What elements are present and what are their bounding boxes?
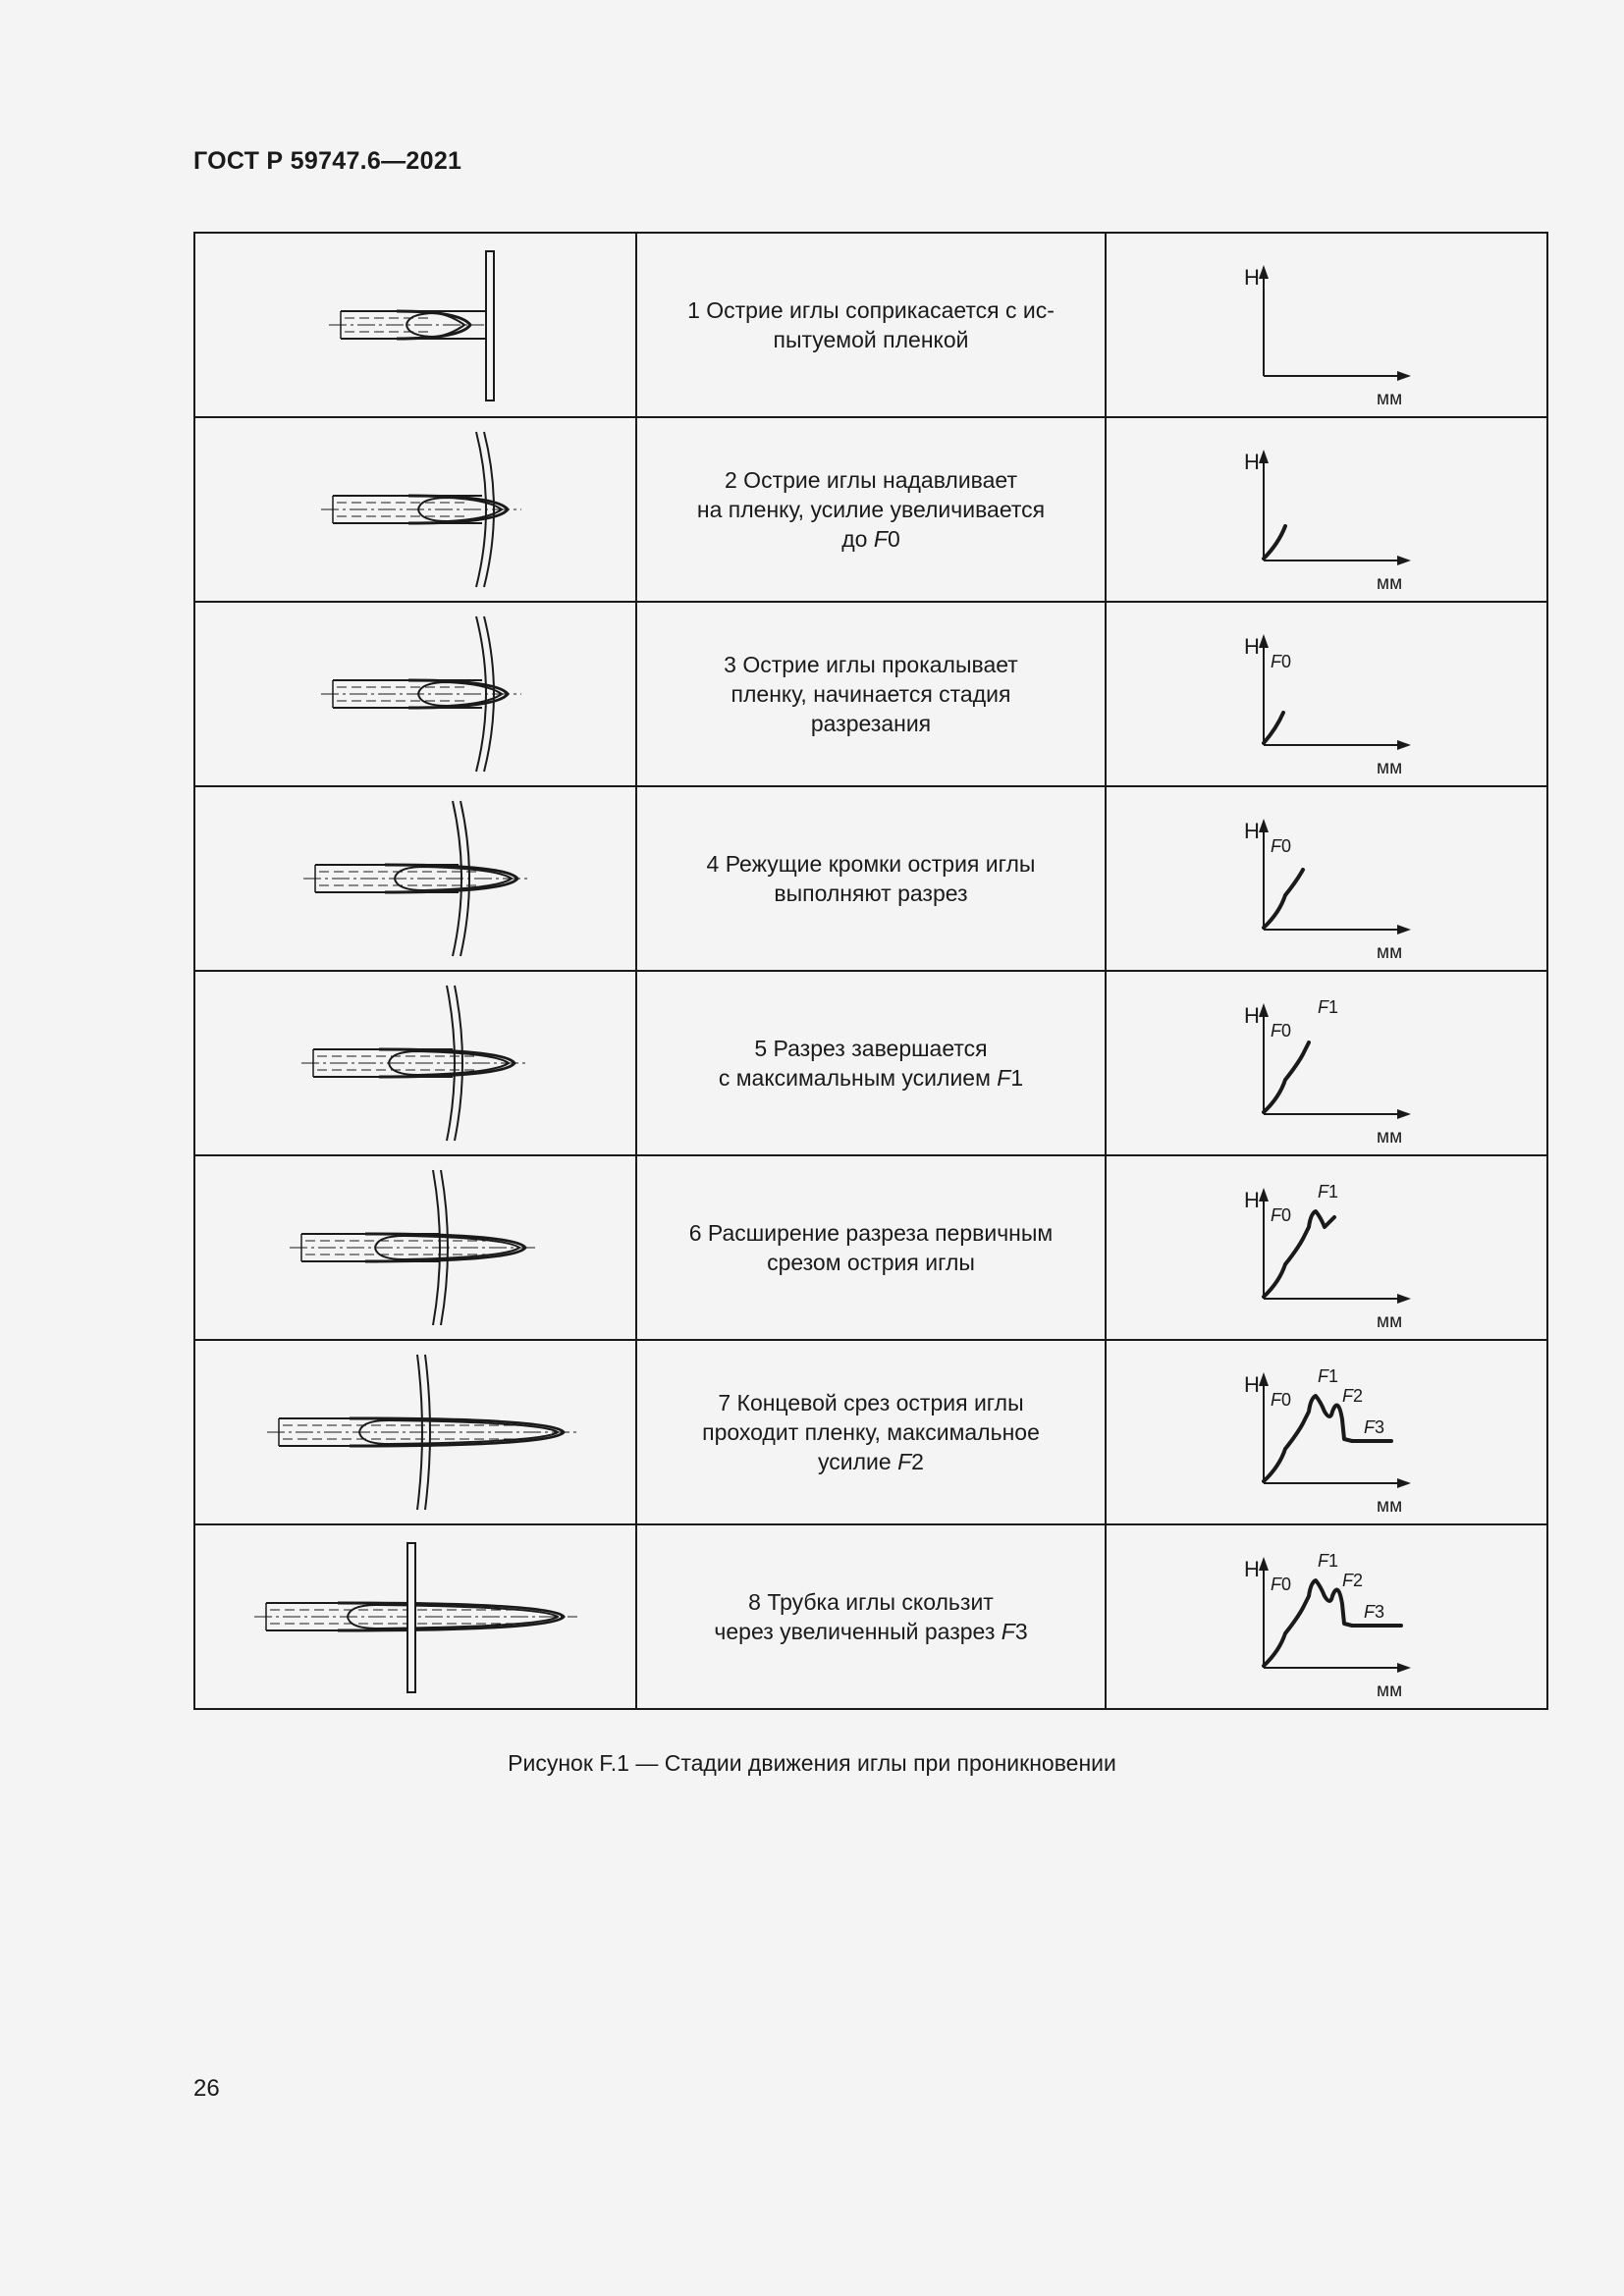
force-graph <box>1244 1182 1411 1332</box>
y-axis-label: Н <box>1244 819 1260 843</box>
needle-diagram <box>267 1355 577 1510</box>
stage-figure-cell <box>194 971 636 1155</box>
page-number: 26 <box>193 2075 220 2102</box>
force-graph-svg <box>1107 787 1546 970</box>
y-axis-label: Н <box>1244 1003 1260 1028</box>
force-label: F2 <box>1342 1386 1364 1406</box>
stage-figure-cell <box>194 417 636 602</box>
y-axis-label: Н <box>1244 450 1260 474</box>
x-axis-arrow <box>1397 740 1411 750</box>
y-axis-label: Н <box>1244 1557 1260 1581</box>
stage-graph-cell <box>1106 1524 1547 1709</box>
stage-figure-cell <box>194 1155 636 1340</box>
stage-description-cell <box>636 786 1106 971</box>
x-axis-arrow <box>1397 1294 1411 1304</box>
needle-diagram <box>301 986 528 1141</box>
needle-diagram <box>254 1543 577 1692</box>
force-graph <box>1244 819 1411 963</box>
x-axis-arrow <box>1397 371 1411 381</box>
x-axis-label: мм <box>1377 1496 1403 1517</box>
y-axis-arrow <box>1259 1557 1269 1571</box>
force-label: F3 <box>1364 1417 1385 1437</box>
stage-row <box>194 602 1547 786</box>
figure-caption: Рисунок F.1 — Стадии движения иглы при проникновении <box>508 1750 1116 1776</box>
force-label: F1 <box>1318 1366 1339 1386</box>
needle-figure <box>195 972 635 1154</box>
x-axis-label: мм <box>1377 942 1403 963</box>
stage-description-cell <box>636 417 1106 602</box>
stage-description: 4 Режущие кромки острия иглы выполняют разрез <box>706 851 1036 906</box>
needle-diagram <box>290 1170 539 1325</box>
force-graph <box>1244 265 1411 409</box>
stage-row <box>194 1340 1547 1524</box>
stage-row <box>194 1155 1547 1340</box>
stage-description-cell <box>636 602 1106 786</box>
x-axis-arrow <box>1397 925 1411 934</box>
stage-description: 5 Разрез завершается с максимальным усилием F1 <box>718 1036 1024 1091</box>
force-curve <box>1264 526 1285 559</box>
stage-description: 7 Концевой срез острия иглы проходит пленку, максимальное усилие F2 <box>702 1390 1040 1474</box>
needle-diagram <box>303 801 531 956</box>
stage-description-cell <box>636 1524 1106 1709</box>
y-axis-arrow <box>1259 819 1269 832</box>
force-curve <box>1264 1042 1309 1112</box>
stage-graph-cell <box>1106 233 1547 417</box>
test-film <box>407 1543 415 1692</box>
force-label: F0 <box>1271 1390 1292 1410</box>
stage-row <box>194 971 1547 1155</box>
y-axis-arrow <box>1259 1188 1269 1201</box>
force-label: F1 <box>1318 1551 1339 1571</box>
stage-row <box>194 786 1547 971</box>
test-film <box>486 251 494 400</box>
force-graph-svg <box>1107 1525 1546 1708</box>
stage-description: 8 Трубка иглы скользит через увеличенный разрез F3 <box>714 1589 1028 1644</box>
force-graph-svg <box>1107 234 1546 416</box>
stage-row <box>194 417 1547 602</box>
stage-description-cell <box>636 1340 1106 1524</box>
stage-description: 2 Острие иглы надавливает на пленку, усилие увеличивается до F0 <box>696 467 1046 552</box>
needle-figure <box>195 418 635 601</box>
y-axis-arrow <box>1259 634 1269 648</box>
stage-description: 3 Острие иглы прокалывает пленку, начинается стадия разрезания <box>724 652 1018 736</box>
stage-graph-cell <box>1106 417 1547 602</box>
stage-row <box>194 1524 1547 1709</box>
stage-figure-cell <box>194 1340 636 1524</box>
x-axis-label: мм <box>1377 1311 1403 1332</box>
force-graph-svg <box>1107 418 1546 601</box>
x-axis-label: мм <box>1377 758 1403 778</box>
y-axis-arrow <box>1259 1372 1269 1386</box>
y-axis-label: Н <box>1244 634 1260 659</box>
y-axis-arrow <box>1259 450 1269 463</box>
force-graph <box>1244 1366 1411 1517</box>
force-curve <box>1264 713 1283 743</box>
stage-figure-cell <box>194 1524 636 1709</box>
force-label: F0 <box>1271 1021 1292 1041</box>
force-label: F1 <box>1318 997 1339 1017</box>
needle-figure <box>195 234 635 416</box>
force-graph-svg <box>1107 603 1546 785</box>
force-curve <box>1264 870 1303 928</box>
stage-graph-cell <box>1106 602 1547 786</box>
force-label: F0 <box>1271 836 1292 856</box>
needle-diagram <box>321 616 521 772</box>
x-axis-arrow <box>1397 1663 1411 1673</box>
force-graph <box>1244 634 1411 778</box>
force-graph <box>1244 1551 1411 1701</box>
stage-description-cell <box>636 971 1106 1155</box>
x-axis-label: мм <box>1377 1681 1403 1701</box>
stage-description-cell <box>636 233 1106 417</box>
y-axis-arrow <box>1259 1003 1269 1017</box>
force-label: F0 <box>1271 1575 1292 1594</box>
force-label: F0 <box>1271 1205 1292 1225</box>
stage-figure-cell <box>194 786 636 971</box>
needle-figure <box>195 603 635 785</box>
x-axis-arrow <box>1397 556 1411 565</box>
needle-diagram <box>329 251 494 400</box>
force-graph-svg <box>1107 1156 1546 1339</box>
stage-description-cell <box>636 1155 1106 1340</box>
x-axis-label: мм <box>1377 389 1403 409</box>
stage-figure-cell <box>194 233 636 417</box>
force-label: F1 <box>1318 1182 1339 1201</box>
stage-row <box>194 233 1547 417</box>
stage-graph-cell <box>1106 971 1547 1155</box>
stages-table <box>193 232 1548 1710</box>
document-code: ГОСТ Р 59747.6—2021 <box>193 147 462 175</box>
stage-graph-cell <box>1106 1155 1547 1340</box>
needle-diagram <box>321 432 521 587</box>
stage-description: 6 Расширение разреза первичным срезом острия иглы <box>688 1220 1054 1275</box>
needle-figure <box>195 1525 635 1708</box>
y-axis-label: Н <box>1244 1188 1260 1212</box>
force-graph-svg <box>1107 1341 1546 1523</box>
stage-figure-cell <box>194 602 636 786</box>
force-graph-svg <box>1107 972 1546 1154</box>
x-axis-arrow <box>1397 1478 1411 1488</box>
needle-figure <box>195 1341 635 1523</box>
needle-figure <box>195 787 635 970</box>
force-label: F0 <box>1271 652 1292 671</box>
x-axis-label: мм <box>1377 573 1403 594</box>
force-graph <box>1244 450 1411 594</box>
force-label: F2 <box>1342 1571 1364 1590</box>
force-label: F3 <box>1364 1602 1385 1622</box>
y-axis-arrow <box>1259 265 1269 279</box>
stage-graph-cell <box>1106 786 1547 971</box>
x-axis-arrow <box>1397 1109 1411 1119</box>
y-axis-label: Н <box>1244 265 1260 290</box>
x-axis-label: мм <box>1377 1127 1403 1148</box>
stage-graph-cell <box>1106 1340 1547 1524</box>
needle-figure <box>195 1156 635 1339</box>
y-axis-label: Н <box>1244 1372 1260 1397</box>
force-graph <box>1244 997 1411 1148</box>
stage-description: 1 Острие иглы соприкасается с ис- пытуемой пленкой <box>687 297 1055 352</box>
